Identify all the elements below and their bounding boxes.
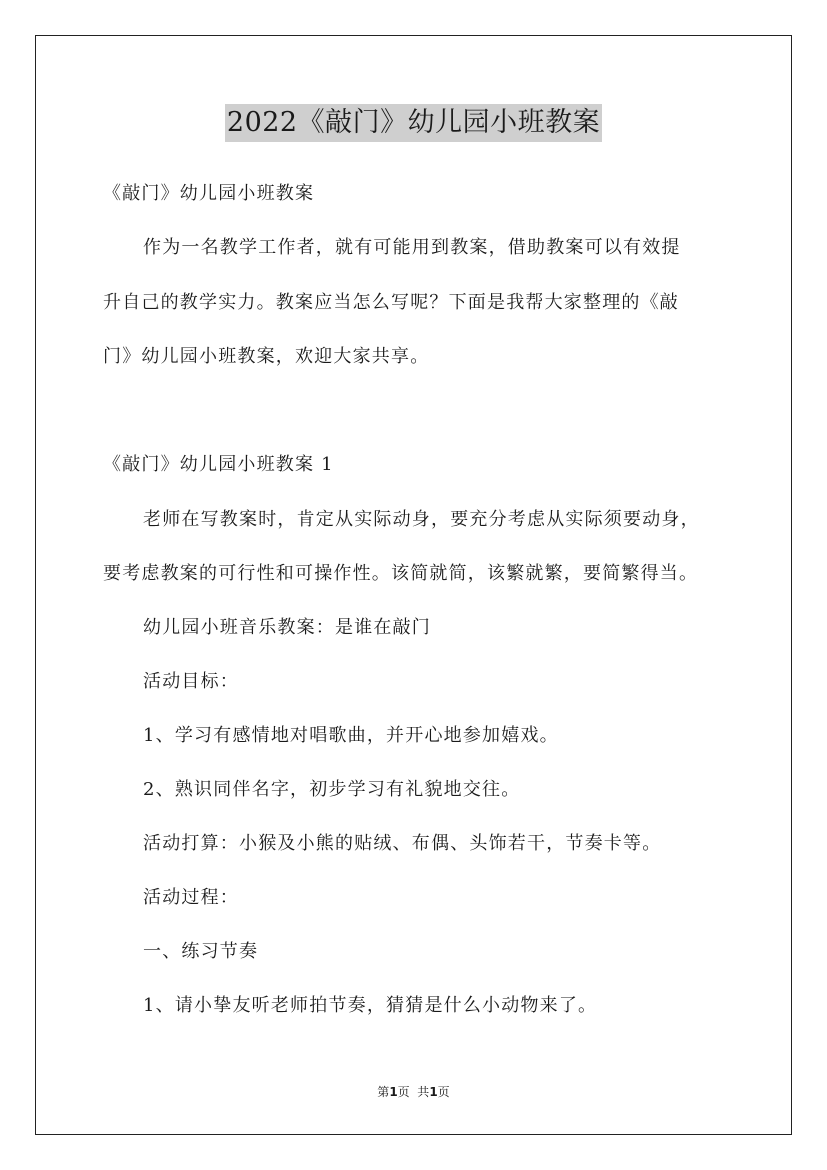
intro-line-1: 作为一名教学工作者，就有可能用到教案，借助教案可以有效提: [143, 237, 681, 258]
section-para-line-1: 老师在写教案时，肯定从实际动身，要充分考虑从实际须要动身，: [143, 509, 700, 530]
document-title: 2022《敲门》幼儿园小班教案: [225, 104, 602, 142]
page-footer: [0, 1084, 827, 1100]
body-line: 2、熟识同伴名字，初步学习有礼貌地交往。: [143, 779, 521, 800]
intro-line-3: 门》幼儿园小班教案，欢迎大家共享。: [103, 346, 430, 367]
intro-line-2: 升自己的教学实力。教案应当怎么写呢？下面是我帮大家整理的《敲: [103, 292, 679, 313]
section-para-line-2: 要考虑教案的可行性和可操作性。该简就简，该繁就繁，要简繁得当。: [103, 563, 699, 584]
section-heading: 《敲门》幼儿园小班教案 1: [103, 454, 334, 475]
title-wrap: [0, 104, 827, 142]
body-line: 1、学习有感情地对唱歌曲，并开心地参加嬉戏。: [143, 725, 559, 746]
footer-total-pages: 1: [429, 1085, 438, 1099]
body-line: 1、请小挚友听老师拍节奏，猜猜是什么小动物来了。: [143, 995, 598, 1016]
footer-page-prefix: 第: [377, 1085, 390, 1099]
body-line: 一、练习节奏: [143, 941, 259, 962]
footer-page-suffix: 页: [437, 1085, 450, 1099]
body-line: 幼儿园小班音乐教案：是谁在敲门: [143, 617, 431, 638]
footer-page-number: 1: [389, 1085, 398, 1099]
body-line: 活动过程：: [143, 887, 239, 908]
footer-page-mid: 页 共: [397, 1085, 430, 1099]
body-line: 活动打算：小猴及小熊的贴绒、布偶、头饰若干，节奏卡等。: [143, 833, 662, 854]
body-line: 活动目标：: [143, 671, 239, 692]
subtitle: 《敲门》幼儿园小班教案: [103, 183, 315, 204]
